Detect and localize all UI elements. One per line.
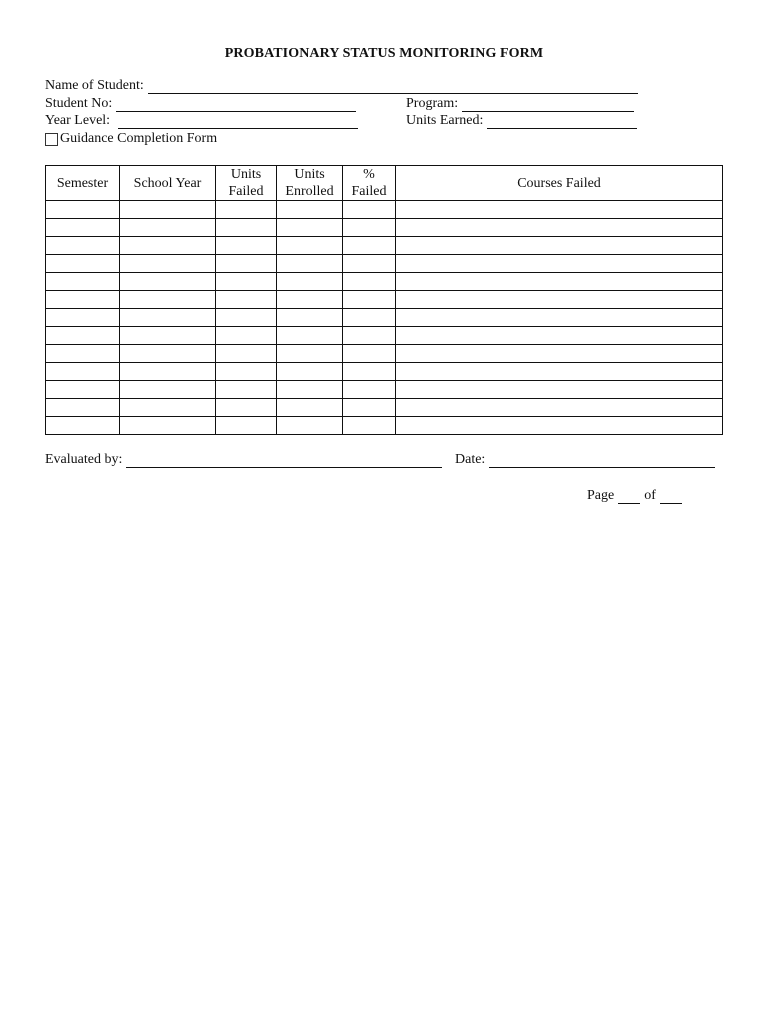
header-courses-failed xyxy=(396,166,723,201)
table-cell[interactable] xyxy=(277,237,343,255)
table-cell[interactable] xyxy=(46,381,120,399)
header-units-failed xyxy=(216,166,277,201)
year-level-label: Year Level: xyxy=(45,113,111,128)
table-cell[interactable] xyxy=(277,381,343,399)
table-cell[interactable] xyxy=(277,201,343,219)
units-earned-label: Units Earned: xyxy=(406,113,484,128)
table-cell[interactable] xyxy=(396,345,723,363)
year-level-field[interactable] xyxy=(45,111,358,129)
table-cell[interactable] xyxy=(120,399,216,417)
table-cell[interactable] xyxy=(396,363,723,381)
table-cell[interactable] xyxy=(216,219,277,237)
year-level-line[interactable] xyxy=(118,114,358,129)
date-line[interactable] xyxy=(489,453,715,468)
table-cell[interactable] xyxy=(120,291,216,309)
table-cell[interactable] xyxy=(396,399,723,417)
table-cell[interactable] xyxy=(277,291,343,309)
table-row xyxy=(46,219,723,237)
program-field[interactable] xyxy=(406,94,634,112)
header-units-enrolled xyxy=(277,166,343,201)
table-cell[interactable] xyxy=(343,237,396,255)
guidance-completion-checkbox[interactable] xyxy=(45,133,58,146)
table-cell[interactable] xyxy=(396,309,723,327)
header-units-enrolled-line2: Enrolled xyxy=(285,184,334,199)
page-label: Page xyxy=(587,488,615,503)
table-cell[interactable] xyxy=(120,345,216,363)
table-row xyxy=(46,363,723,381)
evaluated-by-field[interactable] xyxy=(45,450,442,468)
student-no-field[interactable] xyxy=(45,94,356,112)
table-cell[interactable] xyxy=(343,399,396,417)
units-earned-field[interactable] xyxy=(406,111,637,129)
table-cell[interactable] xyxy=(396,273,723,291)
guidance-completion-checkbox-row[interactable] xyxy=(45,130,217,148)
form-title: PROBATIONARY STATUS MONITORING FORM xyxy=(224,46,544,61)
table-row xyxy=(46,417,723,435)
name-of-student-field[interactable] xyxy=(45,76,638,94)
name-of-student-line[interactable] xyxy=(148,79,638,94)
table-cell[interactable] xyxy=(277,309,343,327)
table-cell[interactable] xyxy=(120,417,216,435)
header-percent-failed xyxy=(343,166,396,201)
table-row xyxy=(46,327,723,345)
table-cell[interactable] xyxy=(343,273,396,291)
table-cell[interactable] xyxy=(343,381,396,399)
guidance-completion-label: Guidance Completion Form xyxy=(60,131,218,146)
header-semester xyxy=(46,166,120,201)
table-cell[interactable] xyxy=(396,255,723,273)
table-cell[interactable] xyxy=(343,201,396,219)
table-cell[interactable] xyxy=(216,201,277,219)
table-cell[interactable] xyxy=(216,381,277,399)
table-cell[interactable] xyxy=(343,363,396,381)
table-cell[interactable] xyxy=(46,273,120,291)
table-cell[interactable] xyxy=(216,345,277,363)
table-cell[interactable] xyxy=(396,417,723,435)
table-cell[interactable] xyxy=(46,417,120,435)
page-total-line[interactable] xyxy=(660,489,682,504)
table-cell[interactable] xyxy=(46,291,120,309)
table-cell[interactable] xyxy=(216,237,277,255)
table-cell[interactable] xyxy=(46,399,120,417)
header-school-year-text: School Year xyxy=(133,175,202,191)
header-school-year xyxy=(120,166,216,201)
table-cell[interactable] xyxy=(46,255,120,273)
table-cell[interactable] xyxy=(277,399,343,417)
page-number xyxy=(587,486,682,504)
evaluated-by-line[interactable] xyxy=(126,453,442,468)
table-cell[interactable] xyxy=(343,219,396,237)
units-earned-line[interactable] xyxy=(487,114,637,129)
table-row xyxy=(46,291,723,309)
header-percent-failed-line1: % xyxy=(363,167,375,182)
program-label: Program: xyxy=(406,96,459,111)
table-row xyxy=(46,273,723,291)
table-cell[interactable] xyxy=(277,219,343,237)
table-cell[interactable] xyxy=(216,255,277,273)
table-cell[interactable] xyxy=(396,201,723,219)
table-cell[interactable] xyxy=(216,363,277,381)
header-semester-text: Semester xyxy=(56,175,109,191)
table-cell[interactable] xyxy=(120,201,216,219)
table-cell[interactable] xyxy=(343,345,396,363)
date-field[interactable] xyxy=(455,450,715,468)
table-cell[interactable] xyxy=(396,327,723,345)
table-cell[interactable] xyxy=(216,273,277,291)
table-cell[interactable] xyxy=(343,255,396,273)
table-cell[interactable] xyxy=(46,363,120,381)
table-cell[interactable] xyxy=(46,345,120,363)
table-cell[interactable] xyxy=(120,273,216,291)
table-cell[interactable] xyxy=(343,291,396,309)
table-cell[interactable] xyxy=(277,417,343,435)
table-row xyxy=(46,309,723,327)
table-cell[interactable] xyxy=(120,381,216,399)
table-cell[interactable] xyxy=(343,327,396,345)
table-header-row xyxy=(46,166,723,201)
program-line[interactable] xyxy=(462,97,634,112)
date-label: Date: xyxy=(455,452,486,467)
table-cell[interactable] xyxy=(216,399,277,417)
table-cell[interactable] xyxy=(277,363,343,381)
table-row xyxy=(46,255,723,273)
table-cell[interactable] xyxy=(216,417,277,435)
table-cell[interactable] xyxy=(120,309,216,327)
page-number-line[interactable] xyxy=(618,489,640,504)
table-row xyxy=(46,345,723,363)
table-cell[interactable] xyxy=(216,291,277,309)
table-cell[interactable] xyxy=(396,381,723,399)
table-cell[interactable] xyxy=(277,345,343,363)
table-cell[interactable] xyxy=(277,273,343,291)
table-cell[interactable] xyxy=(120,363,216,381)
table-cell[interactable] xyxy=(120,219,216,237)
table-cell[interactable] xyxy=(46,327,120,345)
table-row xyxy=(46,399,723,417)
courses-failed-table xyxy=(45,165,723,435)
table-cell[interactable] xyxy=(46,309,120,327)
header-units-enrolled-line1: Units xyxy=(294,167,325,182)
table-cell[interactable] xyxy=(396,291,723,309)
student-no-label: Student No: xyxy=(45,96,113,111)
header-units-failed-line2: Failed xyxy=(228,184,264,199)
table-cell[interactable] xyxy=(120,255,216,273)
table-cell[interactable] xyxy=(396,237,723,255)
table-cell[interactable] xyxy=(396,219,723,237)
evaluated-by-label: Evaluated by: xyxy=(45,452,123,467)
table-cell[interactable] xyxy=(277,327,343,345)
header-percent-failed-line2: Failed xyxy=(351,184,387,199)
table-cell[interactable] xyxy=(277,255,343,273)
student-no-line[interactable] xyxy=(116,97,356,112)
table-cell[interactable] xyxy=(46,201,120,219)
table-row xyxy=(46,237,723,255)
table-cell[interactable] xyxy=(120,237,216,255)
table-cell[interactable] xyxy=(216,309,277,327)
table-body xyxy=(46,201,723,435)
table-row xyxy=(46,201,723,219)
table-cell[interactable] xyxy=(120,327,216,345)
header-courses-failed-text: Courses Failed xyxy=(517,175,601,191)
table-cell[interactable] xyxy=(343,309,396,327)
table-cell[interactable] xyxy=(46,219,120,237)
table-cell[interactable] xyxy=(343,417,396,435)
table-cell[interactable] xyxy=(46,237,120,255)
header-units-failed-line1: Units xyxy=(230,167,262,182)
table-row xyxy=(46,381,723,399)
of-label: of xyxy=(644,488,656,503)
name-of-student-label: Name of Student: xyxy=(45,78,144,93)
table-cell[interactable] xyxy=(216,327,277,345)
